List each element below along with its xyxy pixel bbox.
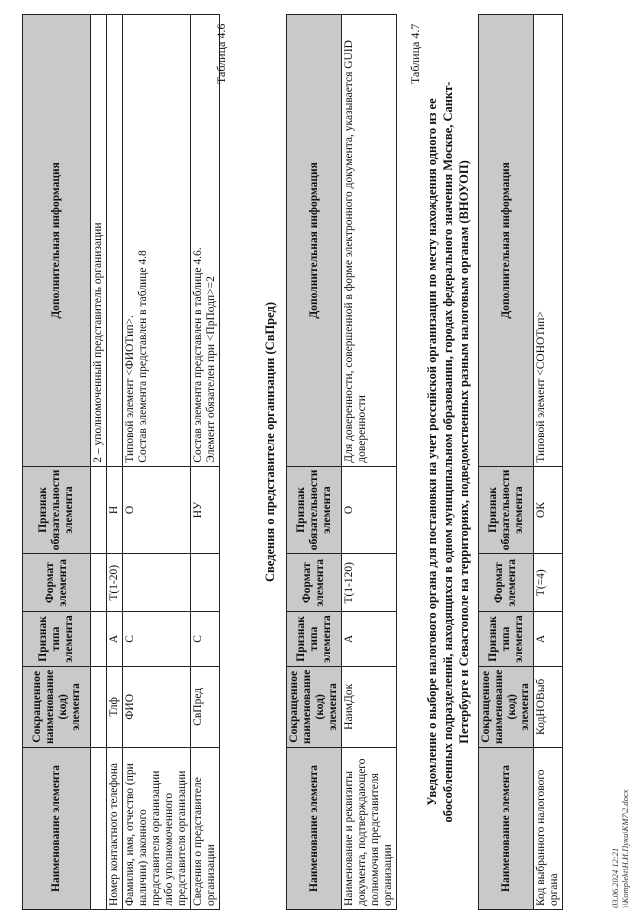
table-row: [191, 15, 220, 910]
cell-type: А: [534, 612, 563, 666]
cell-obligation: О: [342, 466, 397, 554]
table-header-row: [479, 15, 534, 910]
table-4-7-title: Уведомление о выборе налогового органа для постановки на учет российской организации по месту нахождения одного из ее обособленных подразделений, находящихся в одном муниципальном образовании, городах федерального значения Москве, Санкт-Петербурге и Севастополе на территориях, подведомственных разным налоговым органам (ВНОУОП): [425, 81, 471, 823]
continuation-note: 2 – уполномоченный представитель организации: [91, 15, 107, 467]
cell-code: КодНОВыб: [534, 666, 563, 747]
cell-element-name: Сведения о представителе организации: [191, 748, 220, 910]
cell-code: НаимДок: [342, 666, 397, 747]
cell-obligation: ОК: [534, 466, 563, 554]
th-obligation: Признак обязательности элемента: [479, 466, 534, 554]
cell-element-name: Наименование и реквизиты документа, подтверждающего полномочия представителя организации: [342, 748, 397, 910]
th-type: Признак типа элемента: [479, 612, 534, 666]
table-4-6-label: Таблица 4.6: [214, 23, 228, 84]
table-header-row: [287, 15, 342, 910]
cell-format: T(1-20): [107, 554, 123, 612]
th-code: Сокращенное наименование (код) элемента: [23, 666, 91, 747]
cell-type: А: [342, 612, 397, 666]
cell-additional-info: [107, 15, 123, 467]
th-element-name: Наименование элемента: [479, 748, 534, 910]
cell-format: [191, 554, 220, 612]
th-code: Сокращенное наименование (код) элемента: [287, 666, 342, 747]
th-format: Формат элемента: [479, 554, 534, 612]
table-4-6: [286, 14, 397, 910]
table-header-row: [23, 15, 91, 910]
cell-element-name: Код выбранного налогового органа: [534, 748, 563, 910]
th-additional-info: Дополнительная информация: [287, 15, 342, 467]
table-row: [534, 15, 563, 910]
th-type: Признак типа элемента: [287, 612, 342, 666]
table-row: [123, 15, 191, 910]
cell-additional-info: Типовой элемент <СОНОТип>: [534, 15, 563, 467]
cell-obligation: О: [123, 466, 191, 554]
cell-additional-info: Типовой элемент <ФИОТип>. Состав элемента представлен в таблице 4.8: [123, 15, 191, 467]
th-code: Сокращенное наименование (код) элемента: [479, 666, 534, 747]
th-format: Формат элемента: [23, 554, 91, 612]
table-row: [342, 15, 397, 910]
th-additional-info: Дополнительная информация: [479, 15, 534, 467]
table-4-7: [478, 14, 563, 910]
cell-format: T(1-120): [342, 554, 397, 612]
table-row-continuation: [91, 15, 107, 910]
table-4-6-title: Сведения о представителе организации (СвПред): [263, 302, 277, 582]
cell-code: СвПред: [191, 666, 220, 747]
th-element-name: Наименование элемента: [23, 748, 91, 910]
th-element-name: Наименование элемента: [287, 748, 342, 910]
cell-type: А: [107, 612, 123, 666]
cell-obligation: НУ: [191, 466, 220, 554]
footer-timestamp: 03.06.2024 12:21: [610, 847, 620, 908]
cell-code: Тлф: [107, 666, 123, 747]
table-row: [107, 15, 123, 910]
cell-additional-info: Для доверенности, совершенной в форме электронного документа, указывается GUID доверенности: [342, 15, 397, 467]
th-additional-info: Дополнительная информация: [23, 15, 91, 467]
footer-filepath: \\Komplekt\Н.И.Пуки\КМ7\2.docx: [620, 789, 630, 908]
th-format: Формат элемента: [287, 554, 342, 612]
cell-additional-info: Состав элемента представлен в таблице 4.6. Элемент обязателен при <ПрПодп>=2: [191, 15, 220, 467]
cell-code: ФИО: [123, 666, 191, 747]
cell-obligation: Н: [107, 466, 123, 554]
cell-format: [123, 554, 191, 612]
cell-type: С: [123, 612, 191, 666]
table-4-7-label: Таблица 4.7: [408, 23, 422, 84]
th-obligation: Признак обязательности элемента: [23, 466, 91, 554]
table-continuation: [22, 14, 220, 910]
cell-element-name: Фамилия, имя, отчество (при наличии) законного представителя организации либо уполномоченного представителя организации: [123, 748, 191, 910]
th-obligation: Признак обязательности элемента: [287, 466, 342, 554]
footer: [610, 790, 630, 908]
th-type: Признак типа элемента: [23, 612, 91, 666]
cell-format: T(=4): [534, 554, 563, 612]
cell-element-name: Номер контактного телефона: [107, 748, 123, 910]
cell-type: С: [191, 612, 220, 666]
